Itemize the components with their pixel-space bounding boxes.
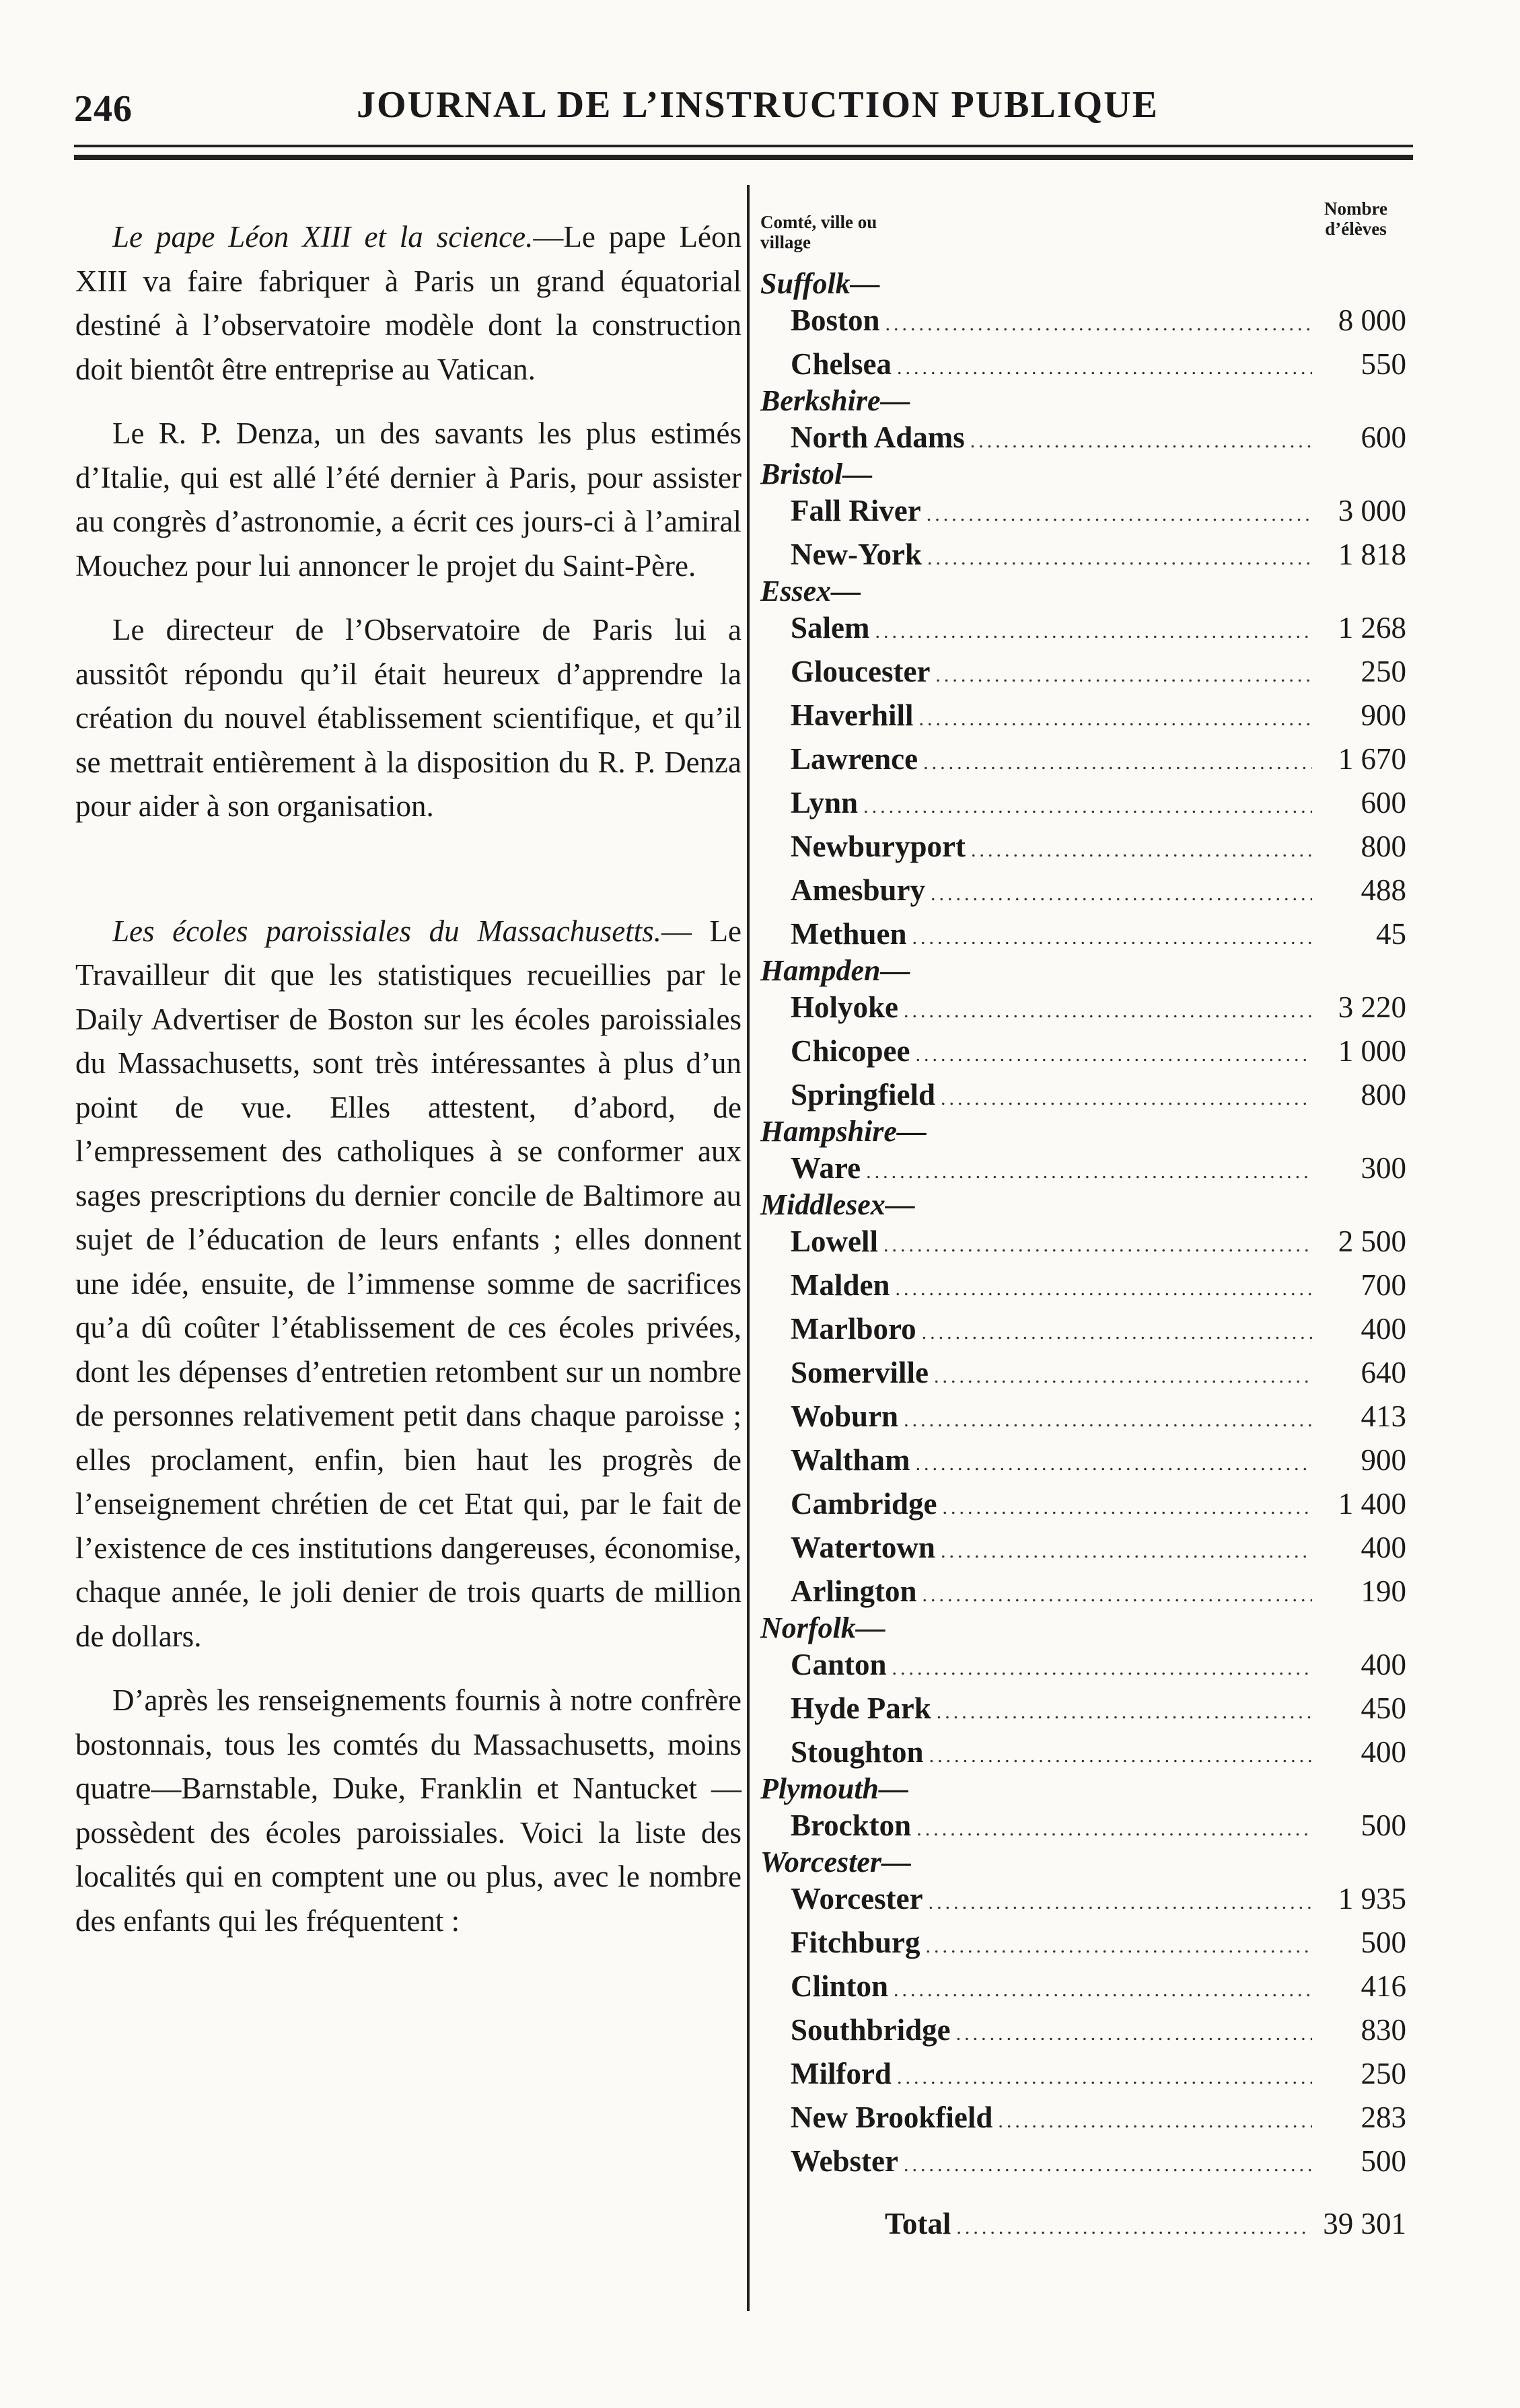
student-count: 600 [1361,421,1406,454]
student-count: 2 500 [1338,1225,1406,1258]
dot-leader [920,1924,1312,1968]
county-heading: Norfolk— [760,1611,885,1644]
city-name: Lawrence [791,742,918,776]
city-name: Chelsea [791,347,892,381]
table-body [760,269,1406,2246]
dot-leader [892,346,1312,390]
student-count: 283 [1361,2101,1406,2134]
city-name: Hyde Park [791,1691,931,1725]
city-name: Canton [791,1648,887,1681]
dot-leader [965,419,1312,463]
table-row [760,1146,1406,1190]
student-count: 3 220 [1338,990,1406,1024]
article2-paragraph-2: D’après les renseignements fournis à notre confrère bostonnais, tous les comtés du Massachusetts, moins quatre—Barnstable, Duke, Franklin et Nantucket —possèdent des écoles paroissiales. Voici la liste des localités qui en comptent une ou plus, avec le nombre des enfants qui les fréquentent : [75,1683,741,1938]
student-count: 3 000 [1338,494,1406,527]
city-name: Newburyport [791,830,966,863]
student-count: 500 [1361,1809,1406,1842]
dot-leader [898,2143,1312,2187]
table-row [760,869,1406,912]
city-name: New Brookfield [791,2101,993,2134]
dot-leader [921,492,1312,536]
city-name: North Adams [791,421,965,454]
table-row [760,1073,1406,1117]
table-row [760,694,1406,737]
city-name: Springfield [791,1078,936,1111]
dot-leader [870,610,1313,653]
city-name: Amesbury [791,873,925,907]
student-count: 400 [1361,1312,1406,1346]
student-count: 1 818 [1338,538,1406,571]
table-row [760,2140,1406,2183]
dot-leader [937,1486,1313,1529]
table-row [760,1264,1406,1307]
city-name: Webster [791,2144,898,2178]
table-row [760,1730,1406,1774]
county-heading: Bristol— [760,458,873,490]
student-count: 830 [1361,2013,1406,2047]
table-row [760,1643,1406,1687]
student-count: 300 [1361,1151,1406,1185]
county-heading: Suffolk— [760,267,880,300]
article2-paragraph-1 [75,910,741,1659]
student-count: 413 [1361,1399,1406,1433]
total-label: Total [885,2207,951,2240]
dot-leader [910,1442,1312,1486]
county-heading: Plymouth— [760,1772,909,1805]
table-row [760,416,1406,460]
article1-paragraph-1 [75,215,741,392]
student-count: 400 [1361,1735,1406,1769]
city-name: Salem [791,611,870,645]
dot-leader [992,2099,1312,2143]
column-header-place: Comté, ville ou village [760,212,877,252]
student-count: 450 [1361,1691,1406,1725]
table-row [760,1438,1406,1482]
table-row [760,1877,1406,1921]
total-row [760,2202,1406,2246]
column-divider [747,185,750,2311]
city-name: Woburn [791,1399,899,1433]
article1-paragraph-3: Le directeur de l’Observatoire de Paris lui a aussitôt répondu qu’il était heureux d’apprendre la création du nouvel établissement scientifique, et qu’il se mettrait entièrement à la disposition du R. P. Denza pour aider à son organisation. [75,613,741,823]
city-name: Boston [791,303,880,337]
city-name: Haverhill [791,698,914,732]
city-name: Cambridge [791,1487,937,1521]
total-value: 39 301 [1323,2207,1406,2240]
dot-leader [887,1646,1312,1690]
table-row [760,2008,1406,2052]
student-count: 1 400 [1338,1487,1406,1521]
student-count: 1 000 [1338,1034,1406,1068]
table-row [760,2052,1406,2096]
table-row [760,1921,1406,1965]
dot-leader [935,1529,1312,1573]
dot-leader [861,1150,1312,1194]
table-row [760,1220,1406,1264]
county-heading: Hampshire— [760,1115,927,1148]
city-name: Lowell [791,1225,878,1258]
table-row [760,737,1406,781]
county-heading: Essex— [760,575,861,608]
city-name: Malden [791,1268,890,1302]
student-count: 45 [1376,917,1406,951]
table-row [760,533,1406,577]
student-count: 1 935 [1338,1882,1406,1916]
page-number: 246 [74,88,133,130]
student-count: 700 [1361,1268,1406,1302]
dot-leader [922,536,1312,580]
table-row [760,1804,1406,1848]
city-name: Arlington [791,1574,917,1608]
table-row [760,2096,1406,2140]
dot-leader [888,1968,1312,2012]
dot-leader [880,302,1312,346]
table-row [760,1570,1406,1613]
dot-leader [935,1077,1312,1120]
student-count: 600 [1361,786,1406,819]
dot-leader [931,1690,1312,1734]
dot-leader [951,2012,1312,2055]
city-name: Waltham [791,1443,910,1477]
dot-leader [911,1807,1312,1851]
table-row [760,1482,1406,1526]
dot-leader [917,1573,1312,1617]
table-row [760,1965,1406,2008]
dot-leader [858,785,1312,828]
article2-p1-text: — Le Travailleur dit que les statistiques recueillies par le Daily Advertiser de Boston sur les écoles paroissiales du Massachusetts, sont très intéressantes à plus d’un point de vue. Elles attestent, d’abord, de l’empressement des catholiques à se conformer aux sages prescriptions du dernier concile de Baltimore au sujet de l’éducation de leurs enfants ; elles donnent une idée, ensuite, de l’immense somme de sacrifices qu’a dû coûter l’établissement de ces écoles privées, dont les dépenses d’entretien retombent sur un nombre de personnes relativement petit dans chaque paroisse ; elles proclament, enfin, bien haut les progrès de l’enseignement chrétien de cet Etat qui, par le fait de l’existence de ces institutions dangereuses, économise, chaque année, le joli denier de trois quarts de million de dollars. [75,914,741,1653]
city-name: Gloucester [791,655,931,688]
city-name: Marlboro [791,1312,916,1346]
city-name: Southbridge [791,2013,951,2047]
city-name: Worcester [791,1882,923,1916]
student-count: 800 [1361,830,1406,863]
student-count: 190 [1361,1574,1406,1608]
dot-leader [878,1223,1312,1267]
header-rule-thin [74,145,1413,147]
city-name: Somerville [791,1356,929,1389]
dot-leader [929,1354,1312,1398]
city-name: Ware [791,1151,861,1185]
student-count: 250 [1361,2057,1406,2090]
student-count: 250 [1361,655,1406,688]
dot-leader [898,989,1312,1033]
table-row [760,299,1406,342]
table-row [760,1029,1406,1073]
city-name: Holyoke [791,990,899,1024]
student-count: 1 268 [1338,611,1406,645]
table-row [760,606,1406,650]
dot-leader [892,2055,1312,2099]
table-row [760,650,1406,694]
student-count: 8 000 [1338,303,1406,337]
dot-leader [898,1398,1312,1442]
city-name: Lynn [791,786,859,819]
table-row [760,342,1406,386]
column-header-count: Nombre d’élèves [1324,198,1387,239]
left-column [75,215,741,1943]
table-row [760,1351,1406,1395]
student-count: 1 670 [1338,742,1406,776]
student-count: 800 [1361,1078,1406,1111]
page-header [74,74,1413,135]
dot-leader [916,1311,1312,1354]
article2-title: Les écoles paroissiales du Massachusetts. [112,914,661,948]
header-rule-thick [74,155,1413,160]
dot-leader [890,1267,1312,1311]
county-heading: Hampden— [760,954,910,987]
article1-title: Le pape Léon XIII et la science. [112,220,534,254]
table-row [760,489,1406,533]
student-count: 500 [1361,2144,1406,2178]
dot-leader [913,697,1312,741]
article1-paragraph-2: Le R. P. Denza, un des savants les plus estimés d’Italie, qui est allé l’été dernier à Paris, pour assister au congrès d’astronomie, a écrit ces jours-ci à l’amiral Mouchez pour lui annoncer le projet du Saint-Père. [75,416,741,583]
city-name: Brockton [791,1809,912,1842]
dot-leader [918,741,1312,785]
city-name: Milford [791,2057,892,2090]
table-row [760,1526,1406,1570]
table-row [760,781,1406,825]
dot-leader [924,1734,1312,1778]
student-count: 900 [1361,698,1406,732]
student-count: 488 [1361,873,1406,907]
dot-leader [923,1881,1312,1924]
student-count: 400 [1361,1648,1406,1681]
table-row [760,1395,1406,1438]
table-row [760,825,1406,869]
student-count: 500 [1361,1926,1406,1959]
city-name: Fall River [791,494,921,527]
city-name: Methuen [791,917,907,951]
student-count: 400 [1361,1531,1406,1564]
table-row [760,912,1406,956]
table-row [760,1687,1406,1730]
student-count: 416 [1361,1969,1406,2003]
student-count: 900 [1361,1443,1406,1477]
dot-leader [930,653,1312,697]
dot-leader [925,872,1312,916]
student-count: 550 [1361,347,1406,381]
city-name: Stoughton [791,1735,924,1769]
dot-leader [951,2205,1305,2249]
dot-leader [966,828,1312,872]
dot-leader [907,916,1313,959]
dot-leader [910,1033,1312,1077]
journal-title: JOURNAL DE L’INSTRUCTION PUBLIQUE [357,84,1159,126]
city-name: Fitchburg [791,1926,920,1959]
table-row [760,986,1406,1029]
article1-p1-text: —Le pape Léon XIII va faire fabriquer à Paris un grand équatorial destiné à l’observatoire modèle dont la construction doit bientôt être entreprise au Vatican. [75,220,741,386]
city-name: Watertown [791,1531,935,1564]
county-heading: Berkshire— [760,384,910,417]
table-row [760,1307,1406,1351]
city-name: New-York [791,538,922,571]
student-count: 640 [1361,1356,1406,1389]
city-name: Chicopee [791,1034,910,1068]
county-heading: Middlesex— [760,1188,915,1221]
county-heading: Worcester— [760,1846,912,1878]
city-name: Clinton [791,1969,889,2003]
